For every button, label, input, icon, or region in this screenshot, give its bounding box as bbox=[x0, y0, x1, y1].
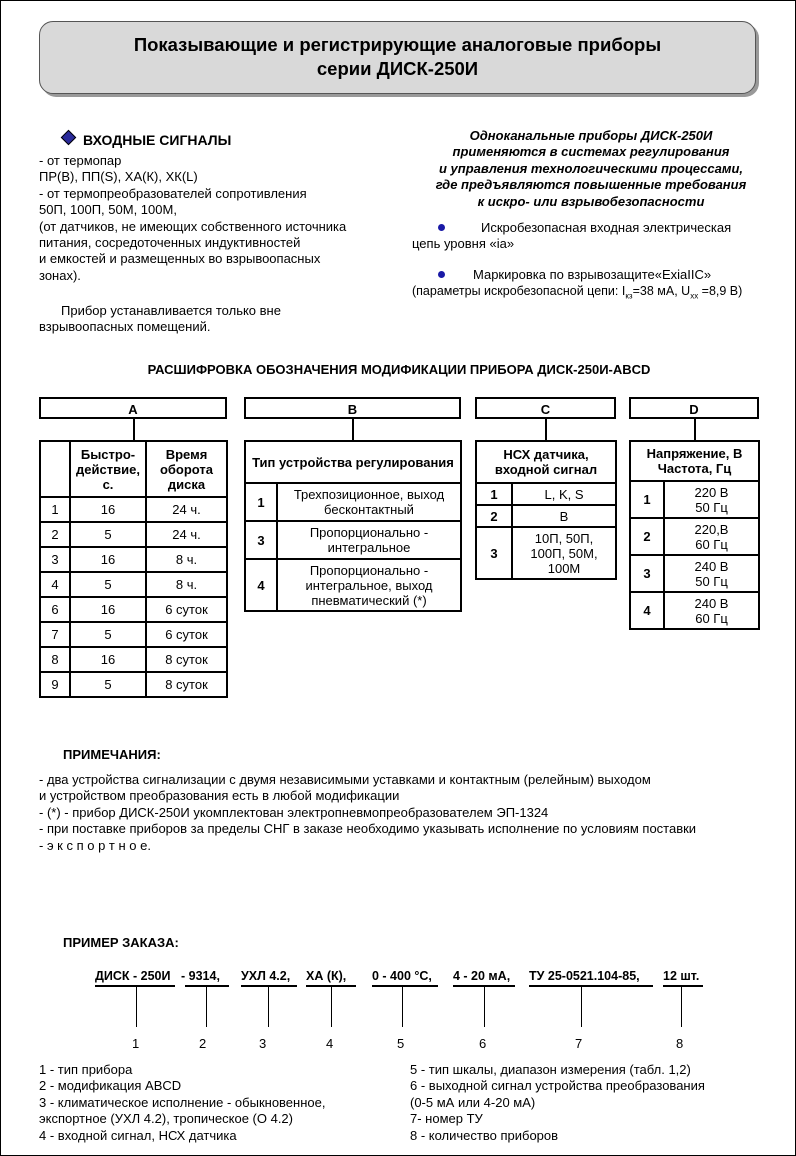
table-cell: 5 bbox=[70, 672, 146, 697]
notes-line: - два устройства сигнализации с двумя независимыми уставками и контактным (релейным) выходом bbox=[39, 772, 651, 787]
table-cell: Пропорционально - интегральное, выход пневматический (*) bbox=[277, 559, 461, 611]
table-row bbox=[630, 481, 759, 518]
params-line bbox=[412, 283, 742, 305]
underline-5 bbox=[372, 985, 438, 987]
table-cell: 16 bbox=[70, 597, 146, 622]
table-cell: 3 bbox=[245, 521, 277, 559]
table-cell: 2 bbox=[630, 518, 664, 555]
leader-4 bbox=[331, 985, 332, 1027]
order-part-5: 0 - 400 °С, bbox=[372, 969, 432, 983]
table-cell: 220,В 60 Гц bbox=[664, 518, 759, 555]
table-cell: B bbox=[512, 505, 616, 527]
table-cell: 1 bbox=[630, 481, 664, 518]
order-part-3: УХЛ 4.2, bbox=[241, 969, 291, 983]
inputs-line: - от термопреобразователей сопротивления bbox=[39, 185, 307, 201]
table-cell: 4 bbox=[40, 572, 70, 597]
table-row bbox=[40, 572, 227, 597]
table-cell: Трехпозиционное, выход бесконтактный bbox=[277, 483, 461, 521]
bullet-dot-icon bbox=[438, 271, 445, 278]
table-b-label: B bbox=[244, 397, 461, 419]
legend-line: экспортное (УХЛ 4.2), тропическое (О 4.2) bbox=[39, 1111, 293, 1127]
inputs-line: питания, сосредоточенных индуктивностей bbox=[39, 235, 301, 251]
table-row bbox=[245, 521, 461, 559]
table-cell: 3 bbox=[476, 527, 512, 579]
table-cell: 2 bbox=[476, 505, 512, 527]
table-cell: 5 bbox=[70, 622, 146, 647]
table-cell: 5 bbox=[70, 522, 146, 547]
table-cell: 3 bbox=[40, 547, 70, 572]
legend-line: 6 - выходной сигнал устройства преобразования bbox=[410, 1078, 705, 1094]
notes-line: - (*) - прибор ДИСК-250И укомплектован электропневмопреобразователем ЭП-1324 bbox=[39, 804, 549, 820]
table-row bbox=[40, 647, 227, 672]
table-cell: 8 ч. bbox=[146, 572, 227, 597]
decode-title: РАСШИФРОВКА ОБОЗНАЧЕНИЯ МОДИФИКАЦИИ ПРИБОРА ДИСК-250И-ABCD bbox=[147, 362, 651, 377]
table-cell: Пропорционально - интегральное bbox=[277, 521, 461, 559]
bullet-1-line: цепь уровня «ia» bbox=[412, 236, 515, 252]
order-part-6: 4 - 20 мА, bbox=[453, 969, 511, 983]
table-cell: 10П, 50П, 100П, 50М, 100М bbox=[512, 527, 616, 579]
params-mid: =38 мА, U bbox=[632, 284, 691, 298]
intro-text bbox=[406, 128, 776, 210]
table-cell: 16 bbox=[70, 497, 146, 522]
params-suffix: =8,9 В) bbox=[698, 284, 743, 298]
table-row bbox=[40, 622, 227, 647]
underline-7 bbox=[529, 985, 653, 987]
table-cell: 6 суток bbox=[146, 597, 227, 622]
inputs-text bbox=[39, 153, 346, 284]
order-number-8: 8 bbox=[676, 1036, 684, 1051]
table-row bbox=[476, 527, 616, 579]
order-heading: ПРИМЕР ЗАКАЗА: bbox=[63, 935, 179, 950]
legend-line: 5 - тип шкалы, диапазон измерения (табл. 1,2) bbox=[410, 1062, 691, 1077]
connector-c bbox=[545, 418, 547, 441]
order-number-2: 2 bbox=[199, 1036, 207, 1051]
inputs-line: 50П, 100П, 50М, 100М, bbox=[39, 202, 177, 218]
inputs-line: зонах). bbox=[39, 267, 81, 283]
table-cell: 6 bbox=[40, 597, 70, 622]
table-row bbox=[245, 483, 461, 521]
intro-line: к искро- или взрывобезопасности bbox=[477, 193, 705, 209]
table-d-header: Напряжение, В Частота, Гц bbox=[630, 441, 759, 481]
notes-line: - при поставке приборов за пределы СНГ в заказе необходимо указывать исполнение по условиям поставки bbox=[39, 821, 697, 837]
legend-line: 7- номер ТУ bbox=[410, 1111, 483, 1127]
underline-8 bbox=[663, 985, 703, 987]
inputs-line: (от датчиков, не имеющих собственного источника bbox=[39, 218, 347, 234]
legend-line: 3 - климатическое исполнение - обыкновенное, bbox=[39, 1094, 326, 1110]
legend-line: 2 - модификация ABCD bbox=[39, 1078, 182, 1094]
connector-d bbox=[694, 418, 696, 441]
intro-line: и управления технологическими процессами, bbox=[438, 160, 744, 176]
install-note bbox=[39, 303, 281, 336]
table-row bbox=[630, 518, 759, 555]
table-cell: 3 bbox=[630, 555, 664, 592]
leader-1 bbox=[136, 985, 137, 1027]
params-prefix: (параметры искробезопасной цепи: I bbox=[412, 284, 626, 298]
table-cell: 1 bbox=[476, 483, 512, 505]
notes-line: и устройством преобразования есть в любой модификации bbox=[39, 788, 400, 804]
legend-line: 1 - тип прибора bbox=[39, 1062, 133, 1077]
table-row bbox=[40, 497, 227, 522]
underline-3 bbox=[241, 985, 297, 987]
connector-b bbox=[352, 418, 354, 441]
table-a-header bbox=[40, 441, 70, 497]
order-part-7: ТУ 25-0521.104-85, bbox=[529, 969, 640, 983]
intro-line: Одноканальные приборы ДИСК-250И bbox=[469, 128, 713, 143]
order-number-6: 6 bbox=[479, 1036, 487, 1051]
table-cell: 2 bbox=[40, 522, 70, 547]
table-cell: 6 суток bbox=[146, 622, 227, 647]
table-cell: L, K, S bbox=[512, 483, 616, 505]
table-a bbox=[39, 440, 228, 698]
table-cell: 1 bbox=[40, 497, 70, 522]
table-cell: 9 bbox=[40, 672, 70, 697]
notes-heading: ПРИМЕЧАНИЯ: bbox=[63, 747, 161, 762]
table-cell: 8 bbox=[40, 647, 70, 672]
table-row bbox=[40, 597, 227, 622]
notes-line: - э к с п о р т н о е. bbox=[39, 837, 151, 853]
table-d bbox=[629, 440, 760, 630]
order-number-5: 5 bbox=[397, 1036, 405, 1051]
params-sub-kz: кз bbox=[625, 291, 633, 301]
table-b bbox=[244, 440, 462, 612]
order-part-8: 12 шт. bbox=[663, 969, 700, 983]
table-row bbox=[476, 483, 616, 505]
table-cell: 4 bbox=[630, 592, 664, 629]
table-cell: 16 bbox=[70, 547, 146, 572]
legend-line: (0-5 мА или 4-20 мА) bbox=[410, 1094, 536, 1110]
bullet-2: Маркировка по взрывозащите«ExiaIIC» bbox=[473, 267, 712, 282]
leader-3 bbox=[268, 985, 269, 1027]
table-c-header: НСХ датчика, входной сигнал bbox=[476, 441, 616, 483]
leader-5 bbox=[402, 985, 403, 1027]
table-row bbox=[630, 555, 759, 592]
bullet-1 bbox=[412, 220, 731, 253]
table-d-label: D bbox=[629, 397, 759, 419]
diamond-bullet-icon bbox=[61, 130, 77, 146]
title-line-2: серии ДИСК-250И bbox=[316, 58, 479, 79]
params-sub-xx: хх bbox=[690, 291, 699, 301]
leader-2 bbox=[206, 985, 207, 1027]
table-cell: 8 суток bbox=[146, 647, 227, 672]
inputs-heading: ВХОДНЫЕ СИГНАЛЫ bbox=[83, 132, 232, 148]
table-cell: 8 ч. bbox=[146, 547, 227, 572]
table-cell: 24 ч. bbox=[146, 497, 227, 522]
order-number-4: 4 bbox=[326, 1036, 334, 1051]
table-cell: 24 ч. bbox=[146, 522, 227, 547]
order-part-2: - 9314, bbox=[181, 969, 220, 983]
legend-left bbox=[39, 1062, 325, 1144]
table-cell: 240 В 60 Гц bbox=[664, 592, 759, 629]
legend-right bbox=[410, 1062, 705, 1144]
legend-line: 4 - входной сигнал, НСХ датчика bbox=[39, 1127, 237, 1143]
table-row bbox=[630, 592, 759, 629]
table-row bbox=[245, 559, 461, 611]
table-c bbox=[475, 440, 617, 580]
inputs-line: ПР(В), ПП(S), ХА(К), ХК(L) bbox=[39, 169, 198, 185]
underline-2 bbox=[185, 985, 229, 987]
order-number-7: 7 bbox=[575, 1036, 583, 1051]
table-cell: 220 В 50 Гц bbox=[664, 481, 759, 518]
title-banner bbox=[39, 21, 756, 94]
leader-7 bbox=[581, 985, 582, 1027]
table-cell: 1 bbox=[245, 483, 277, 521]
table-row bbox=[476, 505, 616, 527]
table-cell: 5 bbox=[70, 572, 146, 597]
title-line-1: Показывающие и регистрирующие аналоговые приборы bbox=[133, 34, 662, 55]
inputs-line: и емкостей и размещенных во взрывоопасных bbox=[39, 251, 321, 267]
table-a-label: A bbox=[39, 397, 227, 419]
connector-a bbox=[133, 418, 135, 441]
table-cell: 7 bbox=[40, 622, 70, 647]
bullet-1-line: Искробезопасная входная электрическая bbox=[481, 220, 732, 235]
notes-text bbox=[39, 772, 696, 854]
table-c-label: C bbox=[475, 397, 616, 419]
table-row bbox=[40, 522, 227, 547]
table-b-header: Тип устройства регулирования bbox=[245, 441, 461, 483]
leader-6 bbox=[484, 985, 485, 1027]
table-row bbox=[40, 547, 227, 572]
table-a-header: Быстро-действие, с. bbox=[70, 441, 146, 497]
table-cell: 8 суток bbox=[146, 672, 227, 697]
intro-line: где предъявляются повышенные требования bbox=[435, 177, 747, 193]
table-cell: 4 bbox=[245, 559, 277, 611]
table-cell: 240 В 50 Гц bbox=[664, 555, 759, 592]
install-line: Прибор устанавливается только вне bbox=[61, 303, 281, 318]
leader-8 bbox=[681, 985, 682, 1027]
table-row bbox=[40, 672, 227, 697]
intro-line: применяются в системах регулирования bbox=[452, 144, 730, 160]
order-number-1: 1 bbox=[132, 1036, 140, 1051]
table-a-header: Время оборота диска bbox=[146, 441, 227, 497]
order-number-3: 3 bbox=[259, 1036, 267, 1051]
underline-1 bbox=[95, 985, 175, 987]
order-part-1: ДИСК - 250И bbox=[95, 969, 171, 983]
table-cell: 16 bbox=[70, 647, 146, 672]
inputs-line: - от термопар bbox=[39, 153, 122, 168]
order-part-4: ХА (К), bbox=[306, 969, 347, 983]
install-line: взрывоопасных помещений. bbox=[39, 319, 211, 335]
legend-line: 8 - количество приборов bbox=[410, 1127, 559, 1143]
